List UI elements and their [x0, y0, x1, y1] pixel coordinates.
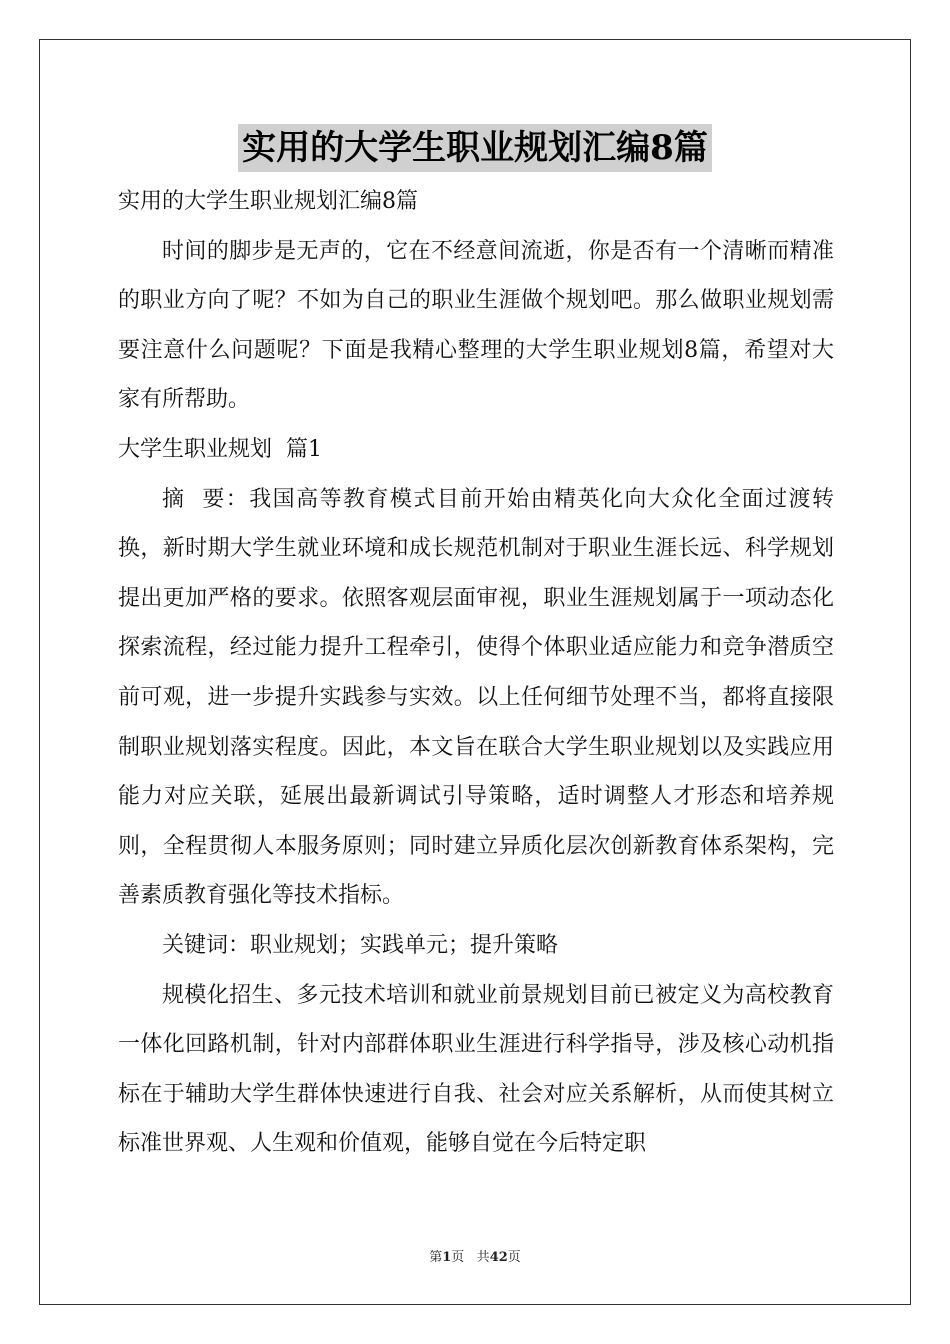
keywords-paragraph: 关键词：职业规划；实践单元；提升策略 [162, 932, 559, 958]
page-footer [0, 1246, 950, 1265]
document-title: 实用的大学生职业规划汇编8篇 [238, 124, 712, 172]
body-paragraph: 规模化招生、多元技术培训和就业前景规划目前已被定义为高校教育一体化回路机制，针对内部群体职业生涯进行科学指导，涉及核心动机指标在于辅助大学生群体快速进行自我、社会对应关系解析，从而使其树立标准世界观、人生观和价值观，能够自觉在今后特定职 [118, 982, 834, 1157]
document-body [118, 177, 834, 1169]
total-pages: 42 [489, 1250, 508, 1265]
section-heading: 大学生职业规划 篇1 [118, 436, 322, 462]
title-wrap [0, 124, 950, 172]
page-prefix: 第 [429, 1250, 443, 1265]
intro-paragraph: 时间的脚步是无声的，它在不经意间流逝，你是否有一个清晰而精准的职业方向了呢？不如为自己的职业生涯做个规划吧。那么做职业规划需要注意什么问题呢？下面是我精心整理的大学生职业规划8篇，希望对大家有所帮助。 [118, 238, 834, 413]
page-number: 1 [442, 1250, 452, 1265]
total-suffix: 页 [507, 1250, 521, 1265]
total-prefix: 共 [476, 1250, 490, 1265]
page-suffix: 页 [451, 1250, 465, 1265]
document-subtitle: 实用的大学生职业规划汇编8篇 [118, 189, 418, 214]
abstract-paragraph: 摘 要：我国高等教育模式目前开始由精英化向大众化全面过渡转换，新时期大学生就业环境和成长规范机制对于职业生涯长远、科学规划提出更加严格的要求。依照客观层面审视，职业生涯规划属于一项动态化探索流程，经过能力提升工程牵引，使得个体职业适应能力和竞争潜质空前可观，进一步提升实践参与实效。以上任何细节处理不当，都将直接限制职业规划落实程度。因此，本文旨在联合大学生职业规划以及实践应用能力对应关联，延展出最新调试引导策略，适时调整人才形态和培养规则，全程贯彻人本服务原则；同时建立异质化层次创新教育体系架构，完善素质教育强化等技术指标。 [118, 486, 834, 909]
